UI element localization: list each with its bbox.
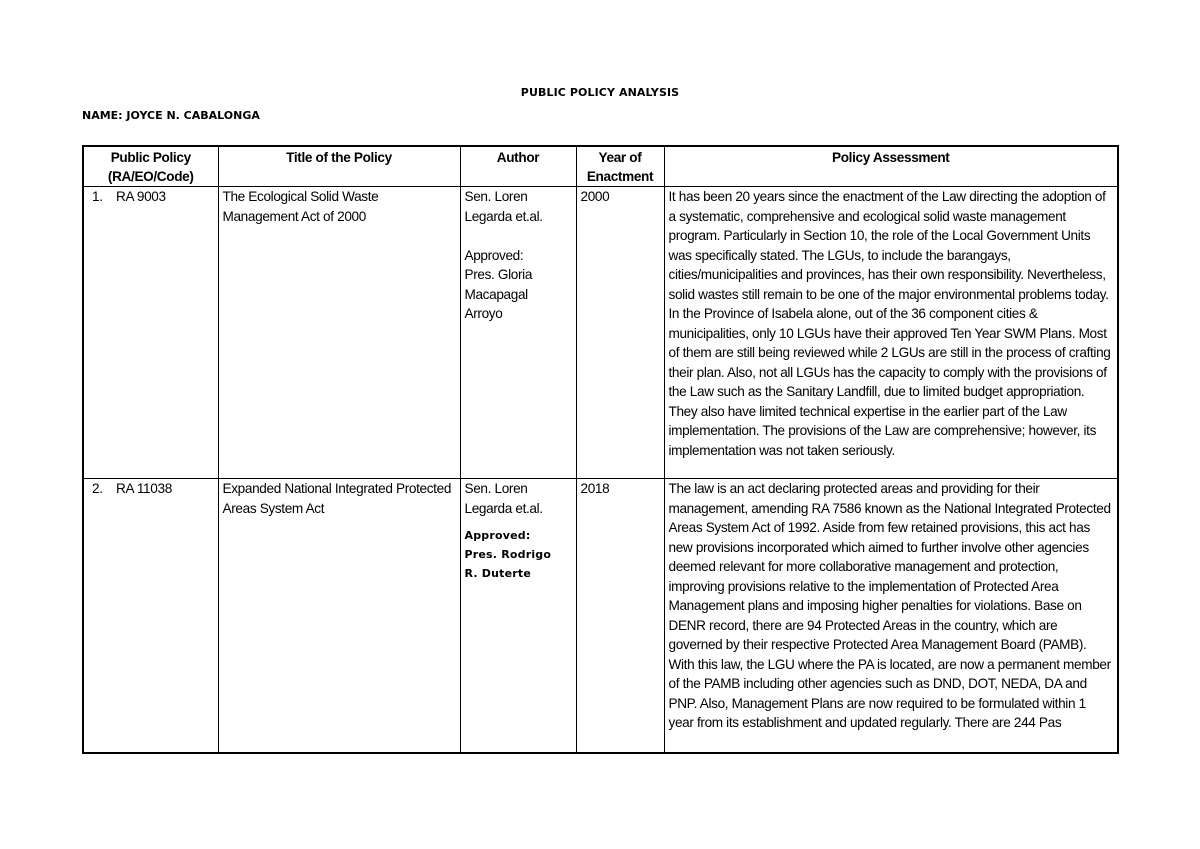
approved-line2: Macapagal [464,286,528,302]
policy-code-cell [83,479,218,754]
header-policy-assessment [664,146,1118,187]
table-row [83,479,1118,754]
approved-line1: Pres. Gloria [464,267,533,282]
header-year-line1: Year of [598,150,642,165]
author-line1: Sen. Loren [464,189,528,204]
assessment-cell: It has been 20 years since the enactment of the Law directing the adoption of a systematic, comprehensive and ecological solid waste management program. Particularly in Section 10, the role of the Local Government Units was specifically stated. The LGUs, to include the barangays, cities/municipalities and provinces, has their own responsibility. Nevertheless, solid wastes still remain to be one of the major environmental problems today. In the Province of Isabela alone, out of the 36 component cities & municipalities, only 10 LGUs have their approved Ten Year SWM Plans. Most of them are still being reviewed while 2 LGUs are still in the process of crafting their plan. Also, not all LGUs has the capacity to comply with the provisions of the Law such as the Sanitary Landfill, due to limited budget appropriation. They also have limited technical expertise in the earlier part of the Law implementation. The provisions of the Law are comprehensive; however, its implementation was not taken seriously. [664,187,1118,479]
row-number: 2. [92,481,103,496]
header-year-of-enactment [576,146,664,187]
approved-line2: R. Duterte [464,567,532,580]
year-cell: 2000 [576,187,664,479]
header-public-policy-line2: (RA/EO/Code) [107,169,194,184]
header-title-of-policy [218,146,460,187]
header-assessment-label: Policy Assessment [832,150,950,165]
header-public-policy [83,146,218,187]
author-name-line: NAME: JOYCE N. CABALONGA [82,109,260,122]
header-year-line2: Enactment [586,169,654,184]
year-cell: 2018 [576,479,664,754]
table-header-row [83,146,1118,187]
author-cell [460,187,576,479]
table-row [83,187,1118,479]
author-line1: Sen. Loren [464,481,528,496]
policy-code: RA 11038 [116,481,172,496]
approved-label: Approved: [464,529,531,542]
assessment-cell: The law is an act declaring protected areas and providing for their management, amending RA 7586 known as the National Integrated Protected Areas System Act of 1992. Aside from few retained provisions, this act has new provisions incorporated which aimed to further involve other agencies deemed relevant for more collaborative management and protection, improving provisions relative to the implementation of Protected Area Management plans and imposing higher penalties for violations. Base on DENR record, there are 94 Protected Areas in the country, which are governed by their respective Protected Area Management Board (PAMB). With this law, the LGU where the PA is located, are now a permanent member of the PAMB including other agencies such as DND, DOT, NEDA, DA and PNP. Also, Management Plans are now required to be formulated within 1 year from its establishment and updated regularly. There are 244 Pas [664,479,1118,754]
policy-code: RA 9003 [116,189,166,204]
author-cell [460,479,576,754]
approved-label: Approved: [464,247,524,263]
header-author [460,146,576,187]
policy-title-cell: The Ecological Solid Waste Management Act of 2000 [218,187,460,479]
header-author-label: Author [496,150,540,165]
policy-title-cell: Expanded National Integrated Protected Areas System Act [218,479,460,754]
document-title: PUBLIC POLICY ANALYSIS [520,86,680,99]
approved-line1: Pres. Rodrigo [464,548,552,561]
author-line2: Legarda et.al. [464,500,543,516]
author-line2: Legarda et.al. [464,208,543,224]
row-number: 1. [92,189,103,204]
policy-table [82,145,1119,754]
policy-code-cell [83,187,218,479]
approved-line3: Arroyo [464,306,503,321]
header-public-policy-line1: Public Policy [110,150,191,165]
header-title-label: Title of the Policy [286,150,392,165]
